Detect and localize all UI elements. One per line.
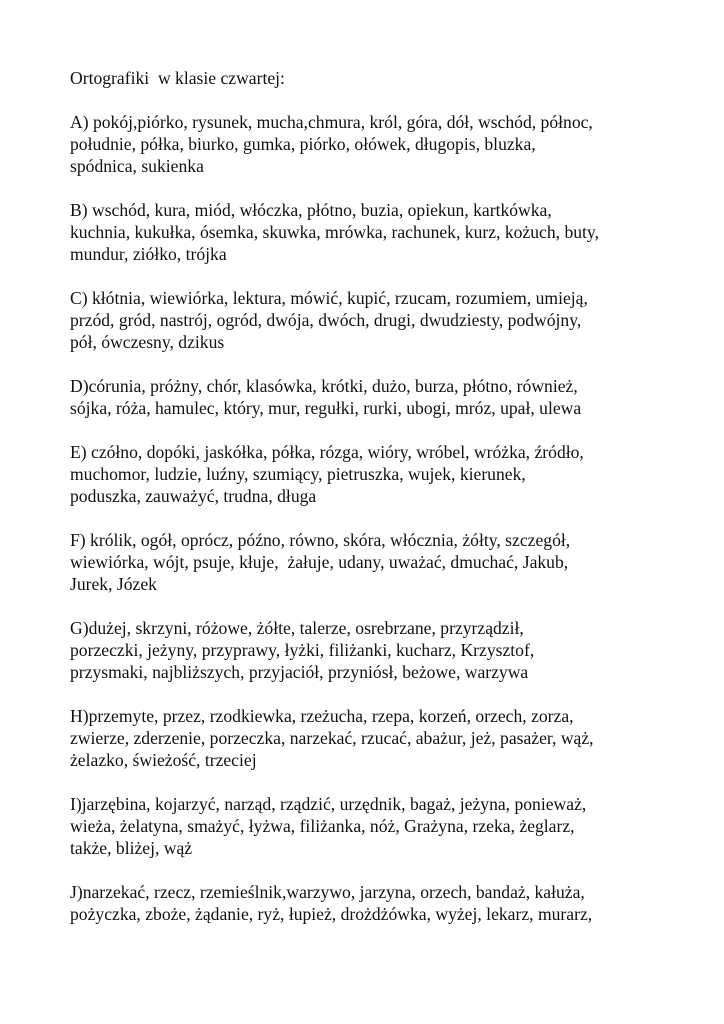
text-line: pożyczka, zboże, żądanie, ryż, łupież, drożdżówka, wyżej, lekarz, murarz, <box>70 904 593 924</box>
text-line: E) czółno, dopóki, jaskółka, półka, rózga, wióry, wróbel, wróżka, źródło, <box>70 442 584 462</box>
text-line: południe, półka, biurko, gumka, piórko, ołówek, długopis, bluzka, <box>70 134 536 154</box>
text-line: kuchnia, kukułka, ósemka, skuwka, mrówka, rachunek, kurz, kożuch, buty, <box>70 222 599 242</box>
section-g <box>70 617 690 683</box>
text-line: mundur, ziółko, trójka <box>70 244 227 264</box>
text-line: zwierze, zderzenie, porzeczka, narzekać, rzucać, abażur, jeż, pasażer, wąż, <box>70 728 594 748</box>
text-line: przysmaki, najbliższych, przyjaciół, przyniósł, beżowe, warzywa <box>70 662 529 682</box>
document-body <box>70 67 690 947</box>
text-line: H)przemyte, przez, rzodkiewka, rzeżucha, rzepa, korzeń, orzech, zorza, <box>70 706 574 726</box>
text-line: poduszka, zauważyć, trudna, długa <box>70 486 317 506</box>
text-line: porzeczki, jeżyny, przyprawy, łyżki, filiżanki, kucharz, Krzysztof, <box>70 640 535 660</box>
section-d <box>70 375 690 419</box>
section-a <box>70 111 690 177</box>
text-line: C) kłótnia, wiewiórka, lektura, mówić, kupić, rzucam, rozumiem, umieją, <box>70 288 588 308</box>
text-line: pół, ówczesny, dzikus <box>70 332 225 352</box>
text-line: D)córunia, próżny, chór, klasówka, krótki, dużo, burza, płótno, również, <box>70 376 578 396</box>
text-line: przód, gród, nastrój, ogród, dwója, dwóch, drugi, dwudziesty, podwójny, <box>70 310 582 330</box>
text-line: A) pokój,piórko, rysunek, mucha,chmura, król, góra, dół, wschód, północ, <box>70 112 593 132</box>
text-line: także, bliżej, wąż <box>70 838 193 858</box>
section-b <box>70 199 690 265</box>
text-line: I)jarzębina, kojarzyć, narząd, rządzić, urzędnik, bagaż, jeżyna, ponieważ, <box>70 794 587 814</box>
section-e <box>70 441 690 507</box>
text-line: sójka, róża, hamulec, który, mur, regułki, rurki, ubogi, mróz, upał, ulewa <box>70 398 582 418</box>
text-line: B) wschód, kura, miód, włóczka, płótno, buzia, opiekun, kartkówka, <box>70 200 552 220</box>
section-j <box>70 881 690 925</box>
text-line: wiewiórka, wójt, psuje, kłuje, żałuje, udany, uważać, dmuchać, Jakub, <box>70 552 569 572</box>
text-line: żelazko, świeżość, trzeciej <box>70 750 257 770</box>
section-c <box>70 287 690 353</box>
text-line: spódnica, sukienka <box>70 156 204 176</box>
text-line: F) królik, ogół, oprócz, późno, równo, skóra, włócznia, żółty, szczegół, <box>70 530 571 550</box>
text-line: J)narzekać, rzecz, rzemieślnik,warzywo, jarzyna, orzech, bandaż, kałuża, <box>70 882 585 902</box>
text-line: Jurek, Józek <box>70 574 157 594</box>
section-i <box>70 793 690 859</box>
section-f <box>70 529 690 595</box>
text-line: wieża, żelatyna, smażyć, łyżwa, filiżanka, nóż, Grażyna, rzeka, żeglarz, <box>70 816 575 836</box>
text-line: G)dużej, skrzyni, różowe, żółte, talerze, osrebrzane, przyrządził, <box>70 618 524 638</box>
document-title: Ortografiki w klasie czwartej: <box>70 68 285 88</box>
section-h <box>70 705 690 771</box>
text-line: muchomor, ludzie, luźny, szumiący, pietruszka, wujek, kierunek, <box>70 464 526 484</box>
